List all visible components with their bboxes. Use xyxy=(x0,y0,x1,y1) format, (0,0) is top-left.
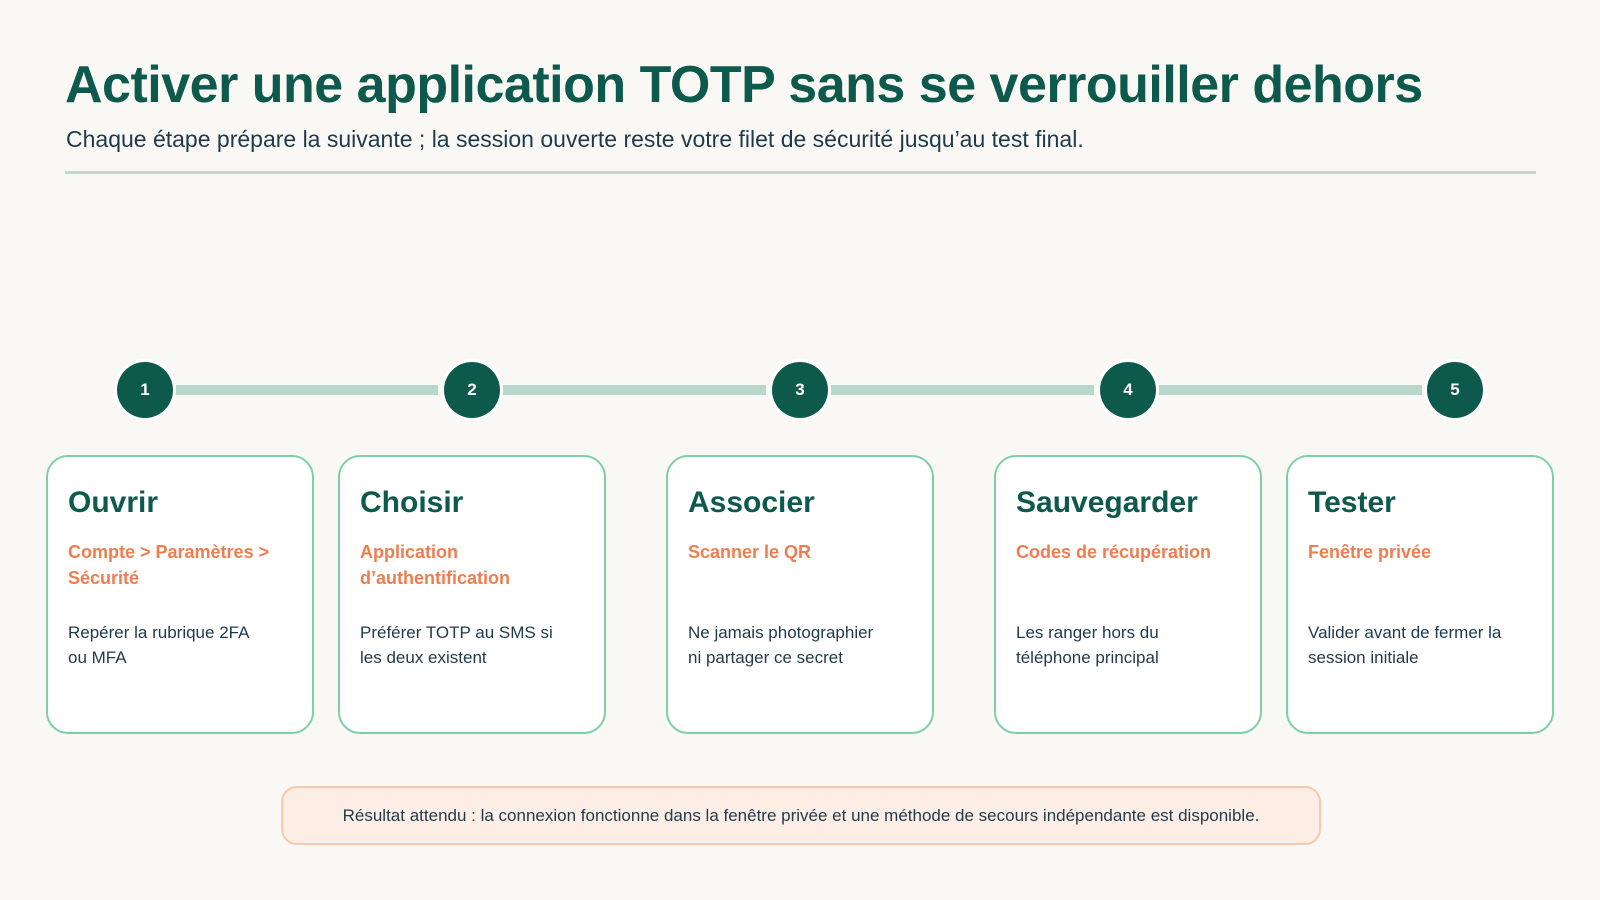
step-card-open xyxy=(46,455,314,734)
step-description: Repérer la rubrique 2FA ou MFA xyxy=(68,623,249,667)
expected-result-text: Résultat attendu : la connexion fonctionne dans la fenêtre privée et une méthode de secours indépendante est disponible. xyxy=(342,805,1260,825)
step-title: Tester xyxy=(1308,486,1396,519)
step-tag: Fenêtre privée xyxy=(1308,542,1432,562)
step-description: Les ranger hors du téléphone principal xyxy=(1016,623,1159,667)
step-card-associate xyxy=(666,455,934,734)
step-number-1: 1 xyxy=(117,362,173,418)
step-title: Sauvegarder xyxy=(1016,486,1198,519)
step-title: Ouvrir xyxy=(68,486,159,519)
timeline-connector xyxy=(500,385,766,395)
step-description: Préférer TOTP au SMS si les deux existent xyxy=(360,623,553,667)
header-divider xyxy=(65,171,1536,174)
step-card-choose xyxy=(338,455,606,734)
timeline-connector xyxy=(1156,385,1422,395)
step-number-5: 5 xyxy=(1427,362,1483,418)
timeline-connector xyxy=(828,385,1094,395)
step-number-3: 3 xyxy=(772,362,828,418)
step-number-4: 4 xyxy=(1100,362,1156,418)
step-card-backup xyxy=(994,455,1262,734)
step-tag: Application d’authentification xyxy=(360,542,510,588)
step-title: Choisir xyxy=(360,486,464,519)
step-description: Valider avant de fermer la session initiale xyxy=(1308,623,1502,667)
step-tag: Scanner le QR xyxy=(688,542,812,562)
step-number-2: 2 xyxy=(444,362,500,418)
step-title: Associer xyxy=(688,486,815,519)
page-title: Activer une application TOTP sans se verrouiller dehors xyxy=(65,56,1423,114)
expected-result-banner xyxy=(281,786,1321,845)
step-card-test xyxy=(1286,455,1554,734)
page-subtitle: Chaque étape prépare la suivante ; la session ouverte reste votre filet de sécurité jusqu’au test final. xyxy=(66,126,1084,152)
timeline-connector xyxy=(172,385,438,395)
step-tag: Codes de récupération xyxy=(1016,542,1212,562)
step-tag: Compte > Paramètres > Sécurité xyxy=(68,542,270,588)
step-description: Ne jamais photographier ni partager ce secret xyxy=(688,623,874,667)
